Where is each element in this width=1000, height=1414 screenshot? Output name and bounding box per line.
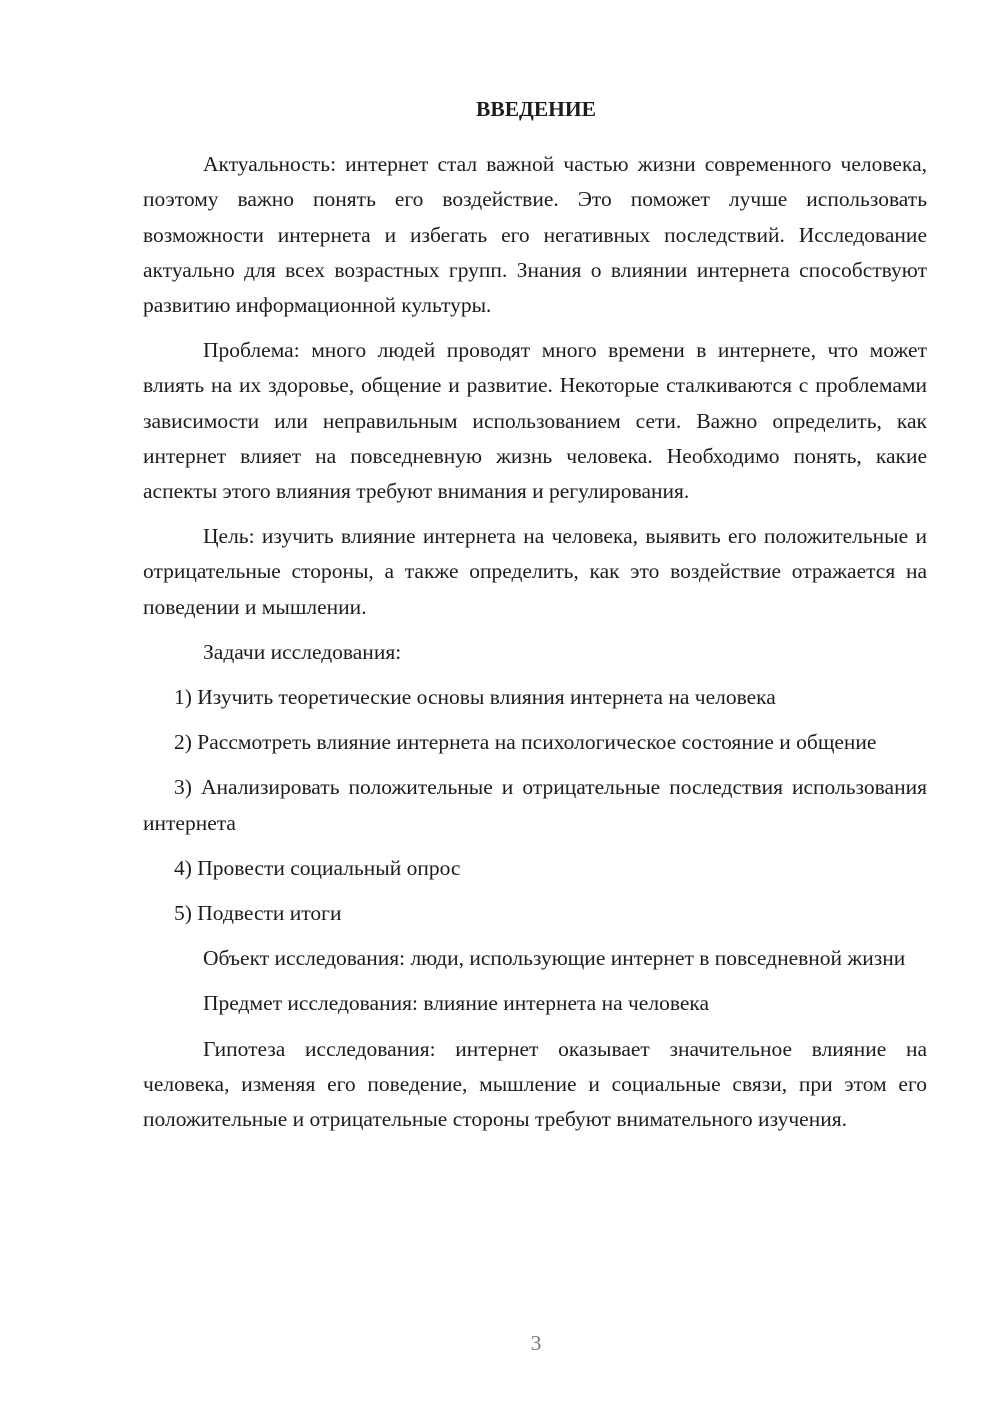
section-heading: ВВЕДЕНИЕ <box>476 97 596 121</box>
relevance-paragraph: Актуальность: интернет стал важной частью жизни современного человека, поэтому важно понять его воздействие. Это поможет лучше использовать возможности интернета и избегать его негативных последствий. Исследование актуально для всех возрастных групп. Знания о влиянии интернета способствуют развитию информационной культуры. <box>143 152 927 318</box>
page-number: 3 <box>530 1331 542 1355</box>
task-item: 2) Рассмотреть влияние интернета на психологическое состояние и общение <box>174 730 877 755</box>
task-item: 1) Изучить теоретические основы влияния интернета на человека <box>174 685 776 710</box>
task-item: 5) Подвести итоги <box>174 901 342 926</box>
task-item: 4) Провести социальный опрос <box>174 855 461 880</box>
goal-paragraph: Цель: изучить влияние интернета на человека, выявить его положительные и отрицательные стороны, а также определить, как это воздействие отражается на поведении и мышлении. <box>143 524 927 619</box>
document-page <box>143 92 927 1137</box>
hypothesis-paragraph: Гипотеза исследования: интернет оказывает значительное влияние на человека, изменяя его поведение, мышление и социальные связи, при этом его положительные и отрицательные стороны требуют внимательного изучения. <box>143 1036 927 1132</box>
problem-paragraph: Проблема: много людей проводят много времени в интернете, что может влиять на их здоровье, общение и развитие. Некоторые сталкиваются с проблемами зависимости или неправильным использованием сети. Важно определить, как интернет влияет на повседневную жизнь человека. Необходимо понять, какие аспекты этого влияния требуют внимания и регулирования. <box>143 338 927 504</box>
subject-paragraph: Предмет исследования: влияние интернета на человека <box>203 991 710 1016</box>
tasks-heading: Задачи исследования: <box>203 639 402 664</box>
task-item: 3) Анализировать положительные и отрицательные последствия использования интернета <box>143 775 927 835</box>
object-paragraph: Объект исследования: люди, использующие интернет в повседневной жизни <box>203 946 906 971</box>
